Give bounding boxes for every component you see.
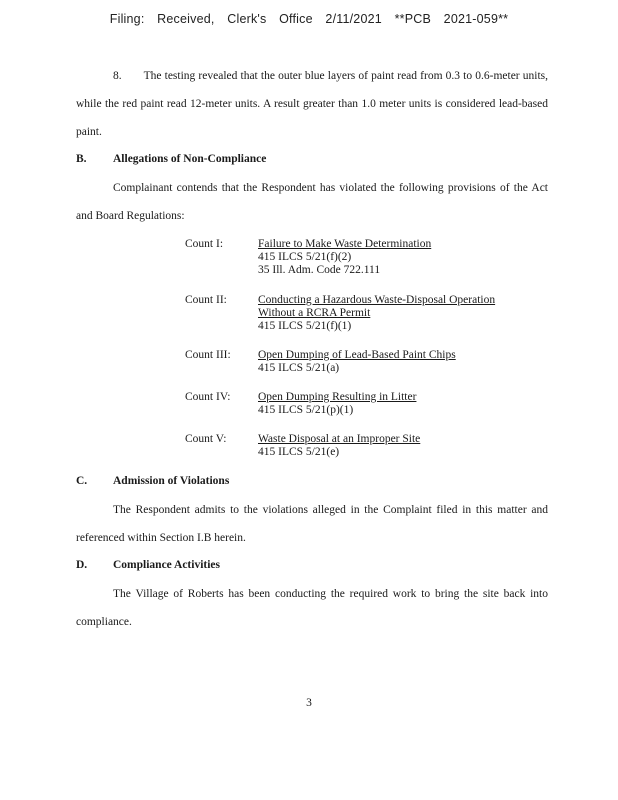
- count-title: Failure to Make Waste Determination: [258, 238, 432, 250]
- count-title: Conducting a Hazardous Waste-Disposal Operation Without a RCRA Permit: [258, 294, 496, 319]
- section-title: Allegations of Non-Compliance: [113, 153, 267, 165]
- section-b-heading: [76, 153, 266, 165]
- page-number: 3: [306, 697, 312, 709]
- section-d-text: The Village of Roberts has been conducting the required work to bring the site back into compliance.: [76, 588, 548, 628]
- count-label: Count I:: [185, 238, 224, 250]
- count-label: Count III:: [185, 349, 231, 361]
- count-citation: 35 Ill. Adm. Code 722.111: [258, 264, 381, 276]
- count-label: Count V:: [185, 433, 227, 445]
- filing-header: Filing: Received, Clerk's Office 2/11/2021 **PCB 2021-059**: [109, 12, 509, 26]
- count-citation: 415 ILCS 5/21(a): [258, 362, 340, 374]
- section-b-intro: Complainant contends that the Respondent has violated the following provisions of the Act and Board Regulations:: [76, 182, 548, 222]
- section-title: Admission of Violations: [113, 475, 230, 487]
- count-citation: 415 ILCS 5/21(f)(1): [258, 320, 352, 332]
- section-letter: C.: [76, 475, 88, 487]
- paragraph-8: [76, 62, 548, 146]
- count-citation: 415 ILCS 5/21(p)(1): [258, 404, 354, 416]
- count-label: Count II:: [185, 294, 227, 306]
- paragraph-number: 8.: [113, 70, 122, 82]
- section-letter: D.: [76, 559, 88, 571]
- section-c-heading: [76, 475, 229, 487]
- count-citation: 415 ILCS 5/21(e): [258, 446, 340, 458]
- section-d-heading: [76, 559, 220, 571]
- count-label: Count IV:: [185, 391, 231, 403]
- count-title: Open Dumping Resulting in Litter: [258, 391, 417, 403]
- section-title: Compliance Activities: [113, 559, 220, 571]
- section-c-text: The Respondent admits to the violations alleged in the Complaint filed in this matter and referenced within Section I.B herein.: [76, 504, 548, 544]
- count-citation: 415 ILCS 5/21(f)(2): [258, 251, 352, 263]
- section-letter: B.: [76, 153, 87, 165]
- count-title: Waste Disposal at an Improper Site: [258, 433, 421, 445]
- paragraph-text: The testing revealed that the outer blue layers of paint read from 0.3 to 0.6-meter units, while the red paint read 12-meter units. A result greater than 1.0 meter units is considered lead-based paint.: [76, 70, 549, 138]
- count-title: Open Dumping of Lead-Based Paint Chips: [258, 349, 456, 361]
